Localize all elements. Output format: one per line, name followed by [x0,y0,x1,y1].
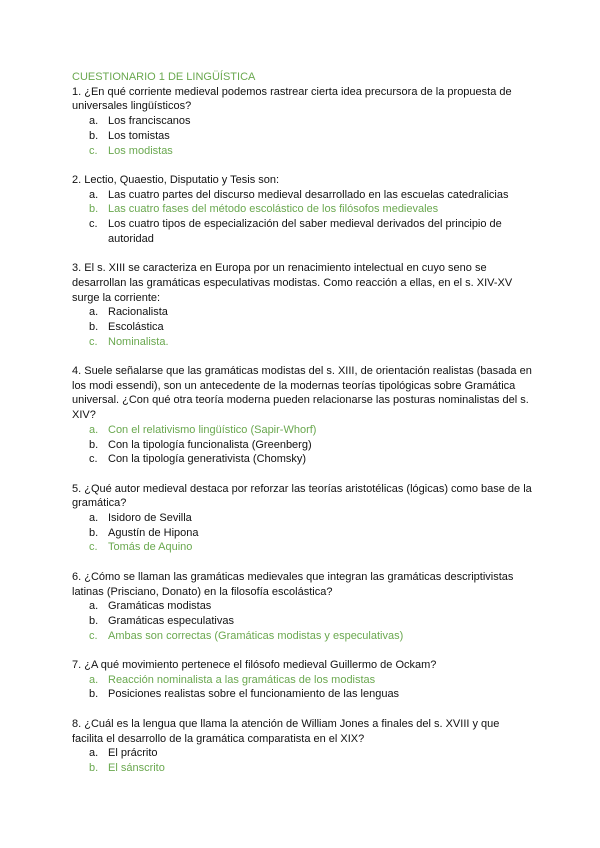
option-c-correct: c. Tomás de Aquino [89,541,193,554]
document-title: CUESTIONARIO 1 DE LINGÜÍSTICA [72,71,256,83]
question-text: 8. ¿Cuál es la lengua que llama la atención de William Jones a finales del s. XVIII y que facilita el desarrollo de la gramática comparatista en el XIX? [72,717,500,745]
question-7 [72,658,532,702]
question-1 [72,85,532,159]
option-list [72,511,532,555]
option-b: b. Posiciones realistas sobre el funcionamiento de las lenguas [89,688,400,701]
question-5 [72,482,532,556]
option-list [72,599,532,643]
option-list [72,114,532,158]
option-b-correct: b. Las cuatro fases del método escolástico de los filósofos medievales [89,203,439,216]
question-8 [72,717,532,776]
option-list [72,188,532,247]
option-c-correct: c. Ambas son correctas (Gramáticas modistas y especulativas) [89,629,404,642]
option-b: b. Gramáticas especulativas [89,614,234,627]
question-text: 1. ¿En qué corriente medieval podemos rastrear cierta idea precursora de la propuesta de universales lingüísticos? [72,85,512,113]
question-3 [72,261,532,349]
question-text: 2. Lectio, Quaestio, Disputatio y Tesis son: [72,173,280,186]
option-a: a. Las cuatro partes del discurso medieval desarrollado en las escuelas catedralicias [89,188,509,201]
option-c-correct: c. Nominalista. [89,335,169,348]
option-list [72,423,532,467]
document-body [72,70,532,790]
question-text: 6. ¿Cómo se llaman las gramáticas medievales que integran las gramáticas descriptivistas latinas (Prisciano, Donato) en la filosofía escolástica? [72,570,514,598]
option-a-correct: a. Reacción nominalista a las gramáticas de los modistas [89,673,376,686]
option-c: c. Los cuatro tipos de especialización del saber medieval derivados del principio de autoridad [89,218,502,245]
option-b: b. Escolástica [89,320,164,333]
option-a: a. Isidoro de Sevilla [89,512,192,525]
question-text: 3. El s. XIII se caracteriza en Europa por un renacimiento intelectual en cuyo seno se desarrollan las gramáticas especulativas modistas. Como reacción a ellas, en el s. XIV-XV surge la corriente: [72,262,513,304]
option-a: a. Gramáticas modistas [89,600,212,613]
question-text: 7. ¿A qué movimiento pertenece el filósofo medieval Guillermo de Ockam? [72,659,437,672]
option-a: a. Racionalista [89,306,168,319]
option-c-correct: c. Los modistas [89,144,173,157]
option-b: b. Con la tipología funcionalista (Greenberg) [89,438,312,451]
question-text: 4. Suele señalarse que las gramáticas modistas del s. XIII, de orientación realistas (basada en los modi essendi), son un antecedente de la modernas teorías tipológicas sobre Gramática universal. ¿Con qué otra teoría moderna pueden relacionarse las posturas nominalistas del s. XIV? [72,365,532,422]
question-4 [72,364,532,467]
question-text: 5. ¿Qué autor medieval destaca por reforzar las teorías aristotélicas (lógicas) como base de la gramática? [72,482,532,510]
option-a: a. Los franciscanos [89,115,191,128]
option-list [72,305,532,349]
question-2 [72,173,532,247]
option-a-correct: a. Con el relativismo lingüístico (Sapir-Whorf) [89,423,317,436]
option-c: c. Con la tipología generativista (Chomsky) [89,453,307,466]
option-a: a. El prácrito [89,747,158,760]
option-b: b. Los tomistas [89,129,170,142]
option-b: b. Agustín de Hipona [89,526,199,539]
option-b-correct: b. El sánscrito [89,761,165,774]
option-list [72,673,532,702]
question-6 [72,570,532,644]
option-list [72,746,532,775]
